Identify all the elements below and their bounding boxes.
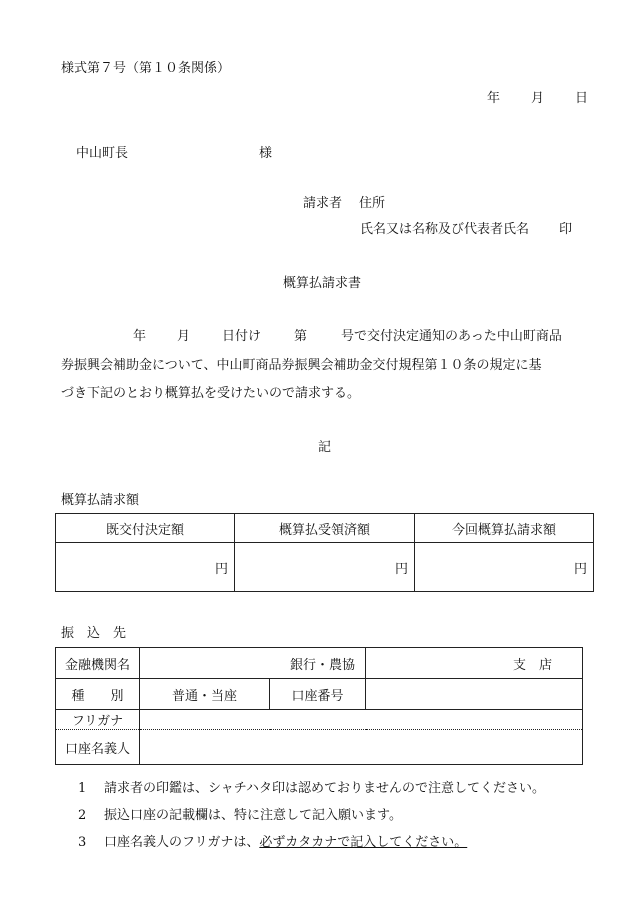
account-number-label: 口座番号 (270, 679, 366, 710)
note-text (104, 836, 467, 849)
branch-suffix: 支 店 (513, 657, 553, 673)
account-owner-input[interactable] (140, 730, 583, 765)
addressee-name: 中山町長 (76, 146, 129, 161)
transfer-label: 振 込 先 (61, 626, 127, 641)
note-text-plain: 口座名義人のフリガナは、 (104, 835, 260, 850)
body-date-suffix: 日付け (222, 329, 262, 344)
note-text-underlined: 必ずカタカナで記入してください。 (259, 835, 468, 850)
note-number: 3 (78, 835, 87, 850)
note-text: 振込口座の記載欄は、特に注意して記入願います。 (104, 808, 402, 823)
note-text: 請求者の印鑑は、シャチハタ印は認めておりませんので注意してください。 (104, 781, 545, 796)
body-date-month: 月 (177, 329, 191, 344)
institution-label: 金融機関名 (56, 648, 140, 679)
furigana-input[interactable] (140, 710, 583, 730)
ki-mark: 記 (318, 440, 332, 455)
requester-label: 請求者 (303, 196, 343, 211)
transfer-table (55, 647, 583, 765)
note-number: 2 (78, 808, 87, 823)
furigana-label: フリガナ (56, 710, 140, 730)
body-line1: 号で交付決定通知のあった中山町商品 (341, 329, 562, 344)
column-header: 今回概算払請求額 (415, 514, 594, 543)
account-owner-label: 口座名義人 (56, 730, 140, 765)
body-line2: 券振興会補助金について、中山町商品券振興会補助金交付規程第１０条の規定に基 (61, 358, 542, 373)
body-date-year: 年 (133, 329, 147, 344)
requester-address-label: 住所 (359, 196, 386, 211)
account-type-label: 種 別 (56, 679, 140, 710)
amount-section-label: 概算払請求額 (61, 493, 140, 508)
branch-input[interactable] (366, 648, 583, 679)
form-number: 様式第７号（第１０条関係） (61, 61, 231, 76)
amount-cell-received[interactable]: 円 (235, 543, 415, 592)
column-header: 既交付決定額 (56, 514, 235, 543)
bank-suffix: 銀行・農協 (290, 657, 356, 673)
amount-cell-issued[interactable]: 円 (56, 543, 235, 592)
note-number: 1 (78, 781, 87, 796)
date-day: 日 (575, 91, 589, 106)
account-number-input[interactable] (366, 679, 583, 710)
document-title: 概算払請求書 (283, 276, 362, 291)
account-type-options[interactable]: 普通・当座 (140, 679, 270, 710)
date-month: 月 (531, 91, 545, 106)
date-year: 年 (487, 91, 501, 106)
amount-table (55, 513, 594, 592)
body-num-prefix: 第 (294, 329, 308, 344)
amount-cell-request[interactable]: 円 (415, 543, 594, 592)
column-header: 概算払受領済額 (235, 514, 415, 543)
seal-mark: 印 (559, 222, 573, 237)
institution-input[interactable] (140, 648, 366, 679)
requester-name-label: 氏名又は名称及び代表者氏名 (360, 222, 530, 237)
addressee-honorific: 様 (259, 146, 273, 161)
body-line3: づき下記のとおり概算払を受けたいので請求する。 (61, 386, 361, 401)
